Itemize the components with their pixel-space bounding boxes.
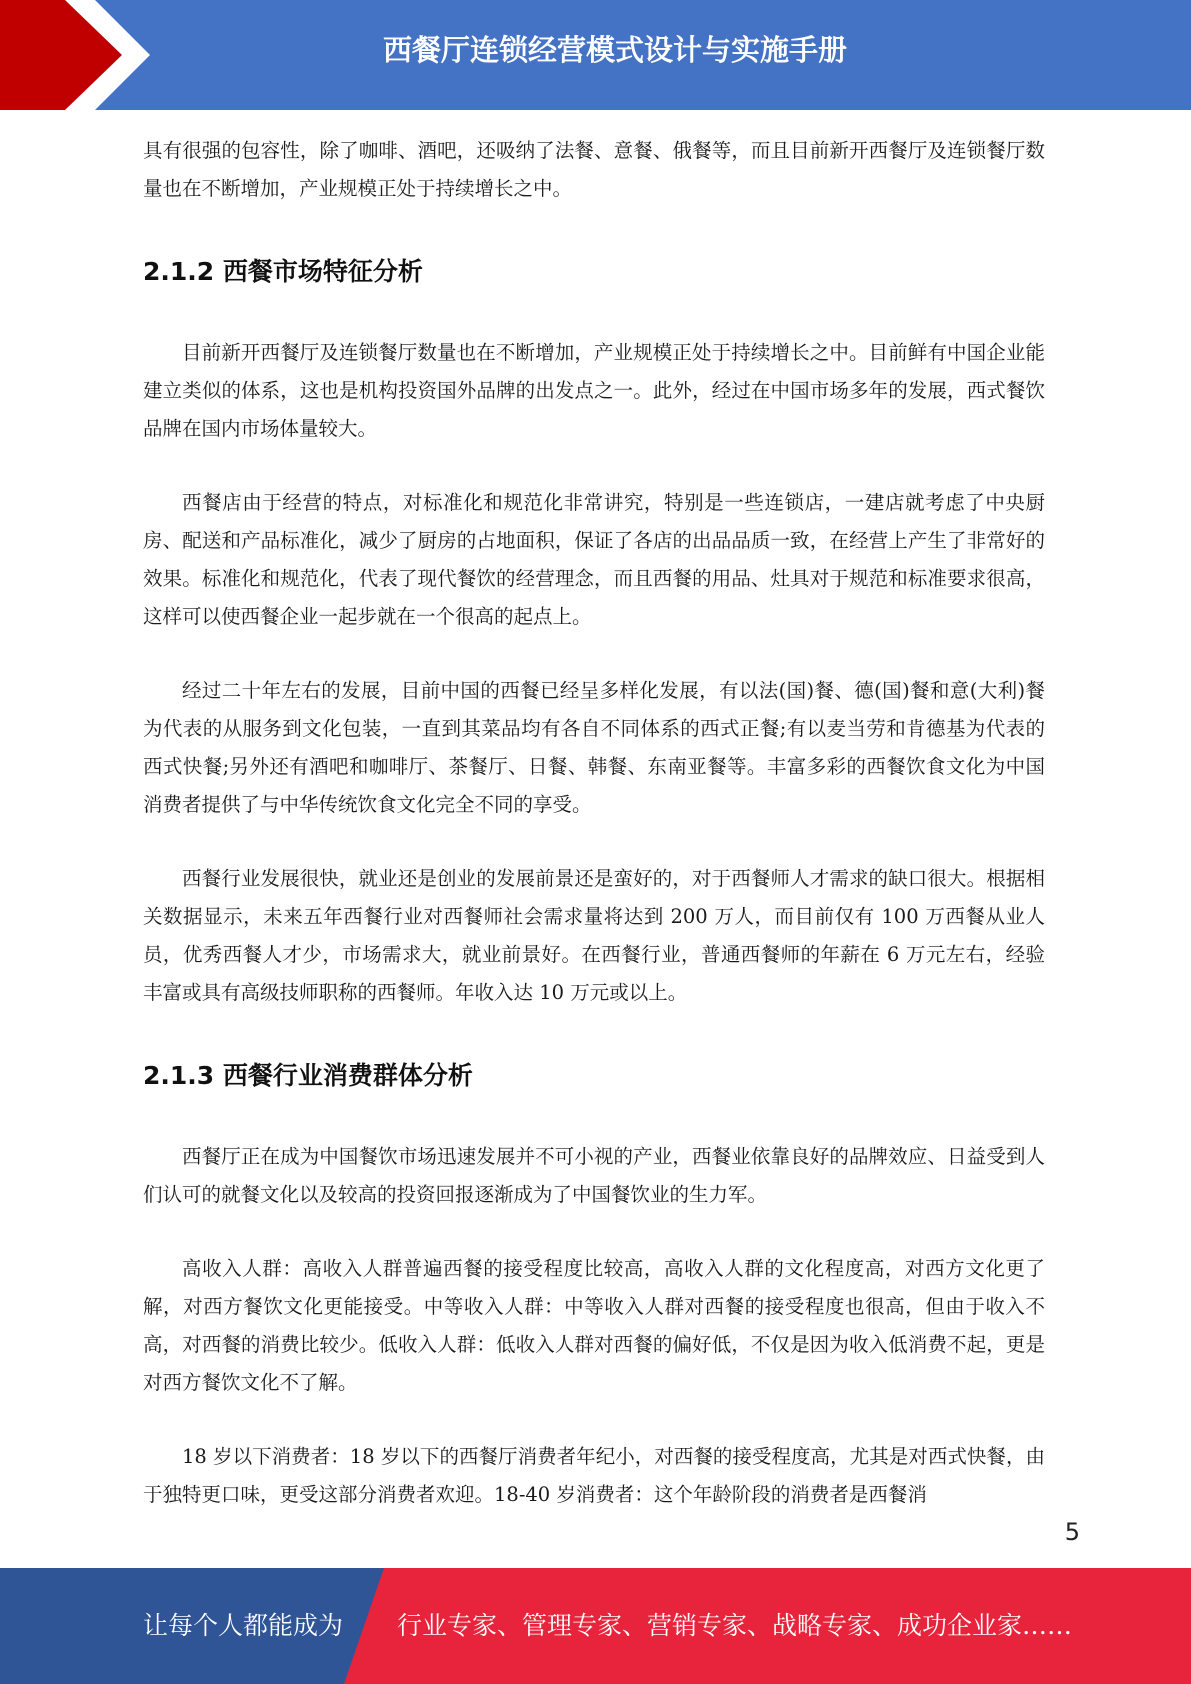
section-heading-2-1-2: 2.1.2 西餐市场特征分析	[143, 257, 423, 286]
paragraph: 西餐店由于经营的特点，对标准化和规范化非常讲究，特别是一些连锁店，一建店就考虑了中央厨房、配送和产品标准化，减少了厨房的占地面积，保证了各店的出品品质一致，在经营上产生了非常好的效果。标准化和规范化，代表了现代餐饮的经营理念，而且西餐的用品、灶具对于规范和标准要求很高，这样可以使西餐企业一起步就在一个很高的起点上。	[143, 491, 1045, 628]
paragraph: 高收入人群：高收入人群普遍西餐的接受程度比较高，高收入人群的文化程度高，对西方文化更了解，对西方餐饮文化更能接受。中等收入人群：中等收入人群对西餐的接受程度也很高，但由于收入不高，对西餐的消费比较少。低收入人群：低收入人群对西餐的偏好低，不仅是因为收入低消费不起，更是对西方餐饮文化不了解。	[143, 1257, 1045, 1394]
main-content	[143, 130, 1045, 1514]
paragraph: 西餐行业发展很快，就业还是创业的发展前景还是蛮好的，对于西餐师人才需求的缺口很大。根据相关数据显示，未来五年西餐行业对西餐师社会需求量将达到 200 万人，而目前仅有 100 万西餐从业人员，优秀西餐人才少，市场需求大，就业前景好。在西餐行业，普通西餐师的年薪在 6 万元左右，经验丰富或具有高级技师职称的西餐师。年收入达 10 万元或以上。	[143, 867, 1045, 1004]
document-title: 西餐厅连锁经营模式设计与实施手册	[382, 33, 847, 67]
paragraph: 经过二十年左右的发展，目前中国的西餐已经呈多样化发展，有以法(国)餐、德(国)餐和意(大利)餐为代表的从服务到文化包装，一直到其菜品均有各自不同体系的西式正餐;有以麦当劳和肯德基为代表的西式快餐;另外还有酒吧和咖啡厅、茶餐厅、日餐、韩餐、东南亚餐等。丰富多彩的西餐饮食文化为中国消费者提供了与中华传统饮食文化完全不同的享受。	[143, 679, 1045, 816]
page-header	[0, 0, 1191, 110]
intro-paragraph: 具有很强的包容性，除了咖啡、酒吧，还吸纳了法餐、意餐、俄餐等，而且目前新开西餐厅及连锁餐厅数量也在不断增加，产业规模正处于持续增长之中。	[143, 139, 1045, 200]
header-arrow-decoration	[0, 0, 150, 110]
page-footer	[0, 1568, 1191, 1684]
page-number: 5	[1064, 1518, 1080, 1546]
footer-slogan-right: 行业专家、管理专家、营销专家、战略专家、成功企业家……	[397, 1611, 1073, 1640]
footer-slogan-left: 让每个人都能成为	[143, 1611, 344, 1640]
paragraph: 西餐厅正在成为中国餐饮市场迅速发展并不可小视的产业，西餐业依靠良好的品牌效应、日益受到人们认可的就餐文化以及较高的投资回报逐渐成为了中国餐饮业的生力军。	[143, 1145, 1045, 1206]
section-heading-2-1-3: 2.1.3 西餐行业消费群体分析	[143, 1061, 473, 1090]
paragraph: 目前新开西餐厅及连锁餐厅数量也在不断增加，产业规模正处于持续增长之中。目前鲜有中国企业能建立类似的体系，这也是机构投资国外品牌的出发点之一。此外，经过在中国市场多年的发展，西式餐饮品牌在国内市场体量较大。	[143, 341, 1045, 440]
paragraph: 18 岁以下消费者：18 岁以下的西餐厅消费者年纪小，对西餐的接受程度高，尤其是对西式快餐，由于独特更口味，更受这部分消费者欢迎。18-40 岁消费者：这个年龄阶段的消费者是西餐消	[143, 1445, 1045, 1506]
